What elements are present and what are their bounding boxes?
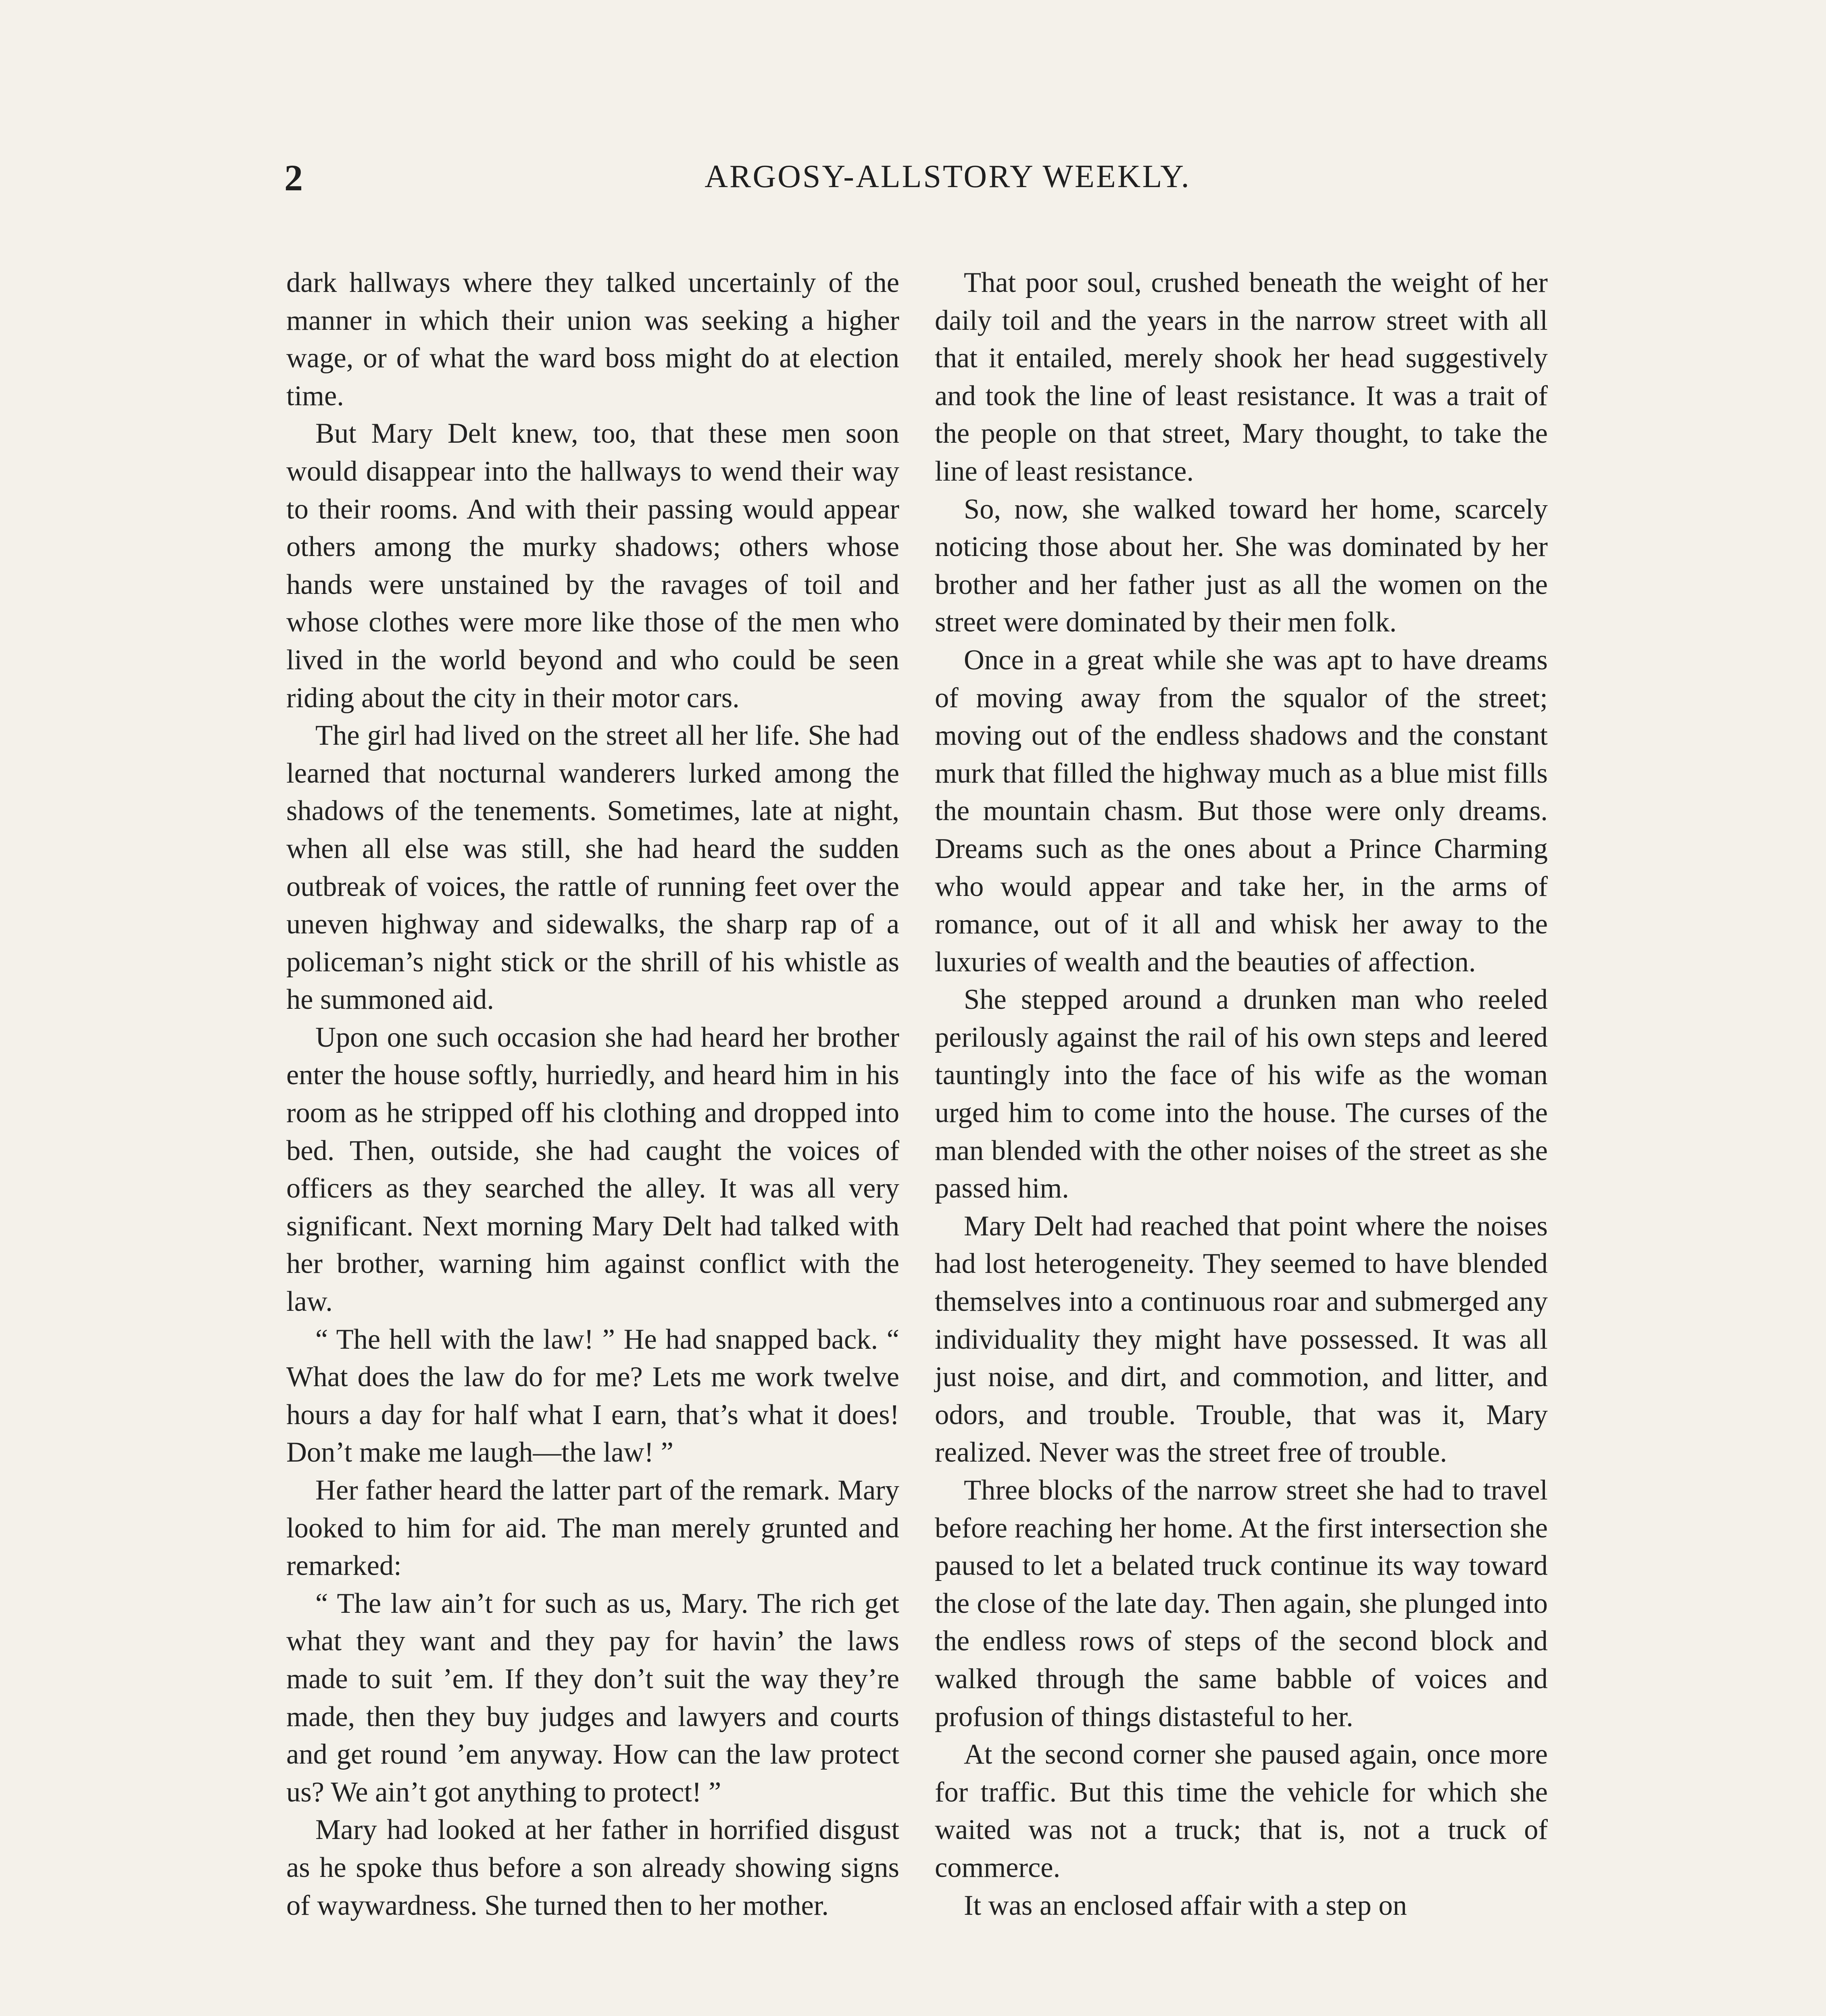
paragraph: At the second corner she paused again, once more for traffic. But this time the vehicle for which she waited was not a truck; that is, not a truck of commerce. xyxy=(935,1739,1548,1883)
paragraph: “ The law ain’t for such as us, Mary. The rich get what they want and they pay for havin’ the laws made to suit ’em. If they don’t suit the way they’re made, then they buy judges and lawyers and courts and get round ’em anyway. How can the law protect us? We ain’t got anything to protect! ” xyxy=(286,1587,899,1808)
right-column xyxy=(935,264,1548,1924)
paragraph: Mary Delt had reached that point where the noises had lost heterogeneity. They seemed to have blended themselves into a continuous roar and submerged any individuality they might have possessed. It was all just noise, and dirt, and commotion, and litter, and odors, and trouble. Trouble, that was it, Mary realized. Never was the street free of trouble. xyxy=(935,1210,1548,1468)
paragraph: But Mary Delt knew, too, that these men soon would disappear into the hallways to wend their way to their rooms. And with their passing would appear others among the murky shadows; others whose hands were unstained by the ravages of toil and whose clothes were more like those of the men who lived in the world beyond and who could be seen riding about the city in their motor cars. xyxy=(286,418,899,714)
paragraph: Three blocks of the narrow street she had to travel before reaching her home. At the first intersection she paused to let a belated truck continue its way toward the close of the late day. Then again, she plunged into the endless rows of steps of the second block and walked through the same babble of voices and profusion of things distasteful to her. xyxy=(935,1475,1548,1733)
paragraph: Her father heard the latter part of the remark. Mary looked to him for aid. The man merely grunted and remarked: xyxy=(286,1475,899,1582)
paragraph: She stepped around a drunken man who reeled perilously against the rail of his own steps and leered tauntingly into the face of his wife as the woman urged him to come into the house. The curses of the man blended with the other noises of the street as she passed him. xyxy=(935,984,1548,1204)
page-number: 2 xyxy=(284,157,303,198)
paragraph: Upon one such occasion she had heard her brother enter the house softly, hurriedly, and heard him in his room as he stripped off his clothing and dropped into bed. Then, outside, she had caught the voices of officers as they searched the alley. It was all very significant. Next morning Mary Delt had talked with her brother, warning him against conflict with the law. xyxy=(286,1021,899,1318)
paragraph: “ The hell with the law! ” He had snapped back. “ What does the law do for me? Lets me work twelve hours a day for half what I earn, that’s what it does! Don’t make me laugh—the law! ” xyxy=(286,1323,899,1468)
paragraph: That poor soul, crushed beneath the weight of her daily toil and the years in the narrow street with all that it entailed, merely shook her head suggestively and took the line of least resistance. It was a trait of the people on that street, Mary thought, to take the line of least resistance. xyxy=(935,267,1548,487)
paragraph: Once in a great while she was apt to have dreams of moving away from the squalor of the street; moving out of the endless shadows and the constant murk that filled the highway much as a blue mist fills the mountain chasm. But those were only dreams. Dreams such as the ones about a Prince Charming who would appear and take her, in the arms of romance, out of it all and whisk her away to the luxuries of wealth and the beauties of affection. xyxy=(935,644,1548,978)
paragraph: The girl had lived on the street all her life. She had learned that nocturnal wanderers lurked among the shadows of the tenements. Sometimes, late at night, when all else was still, she had heard the sudden outbreak of voices, the rattle of running feet over the uneven highway and sidewalks, the sharp rap of a policeman’s night stick or the shrill of his whistle as he summoned aid. xyxy=(286,720,899,1016)
paragraph: It was an enclosed affair with a step on xyxy=(964,1889,1407,1921)
paragraph: dark hallways where they talked uncertainly of the manner in which their union was seeking a higher wage, or of what the ward boss might do at election time. xyxy=(286,267,899,412)
left-column xyxy=(286,264,899,1924)
running-head: ARGOSY-ALLSTORY WEEKLY. xyxy=(705,159,1191,194)
paragraph: Mary had looked at her father in horrified disgust as he spoke thus before a son already showing signs of waywardness. She turned then to her mother. xyxy=(286,1814,899,1921)
paragraph: So, now, she walked toward her home, scarcely noticing those about her. She was dominated by her brother and her father just as all the women on the street were dominated by their men folk. xyxy=(935,493,1548,638)
